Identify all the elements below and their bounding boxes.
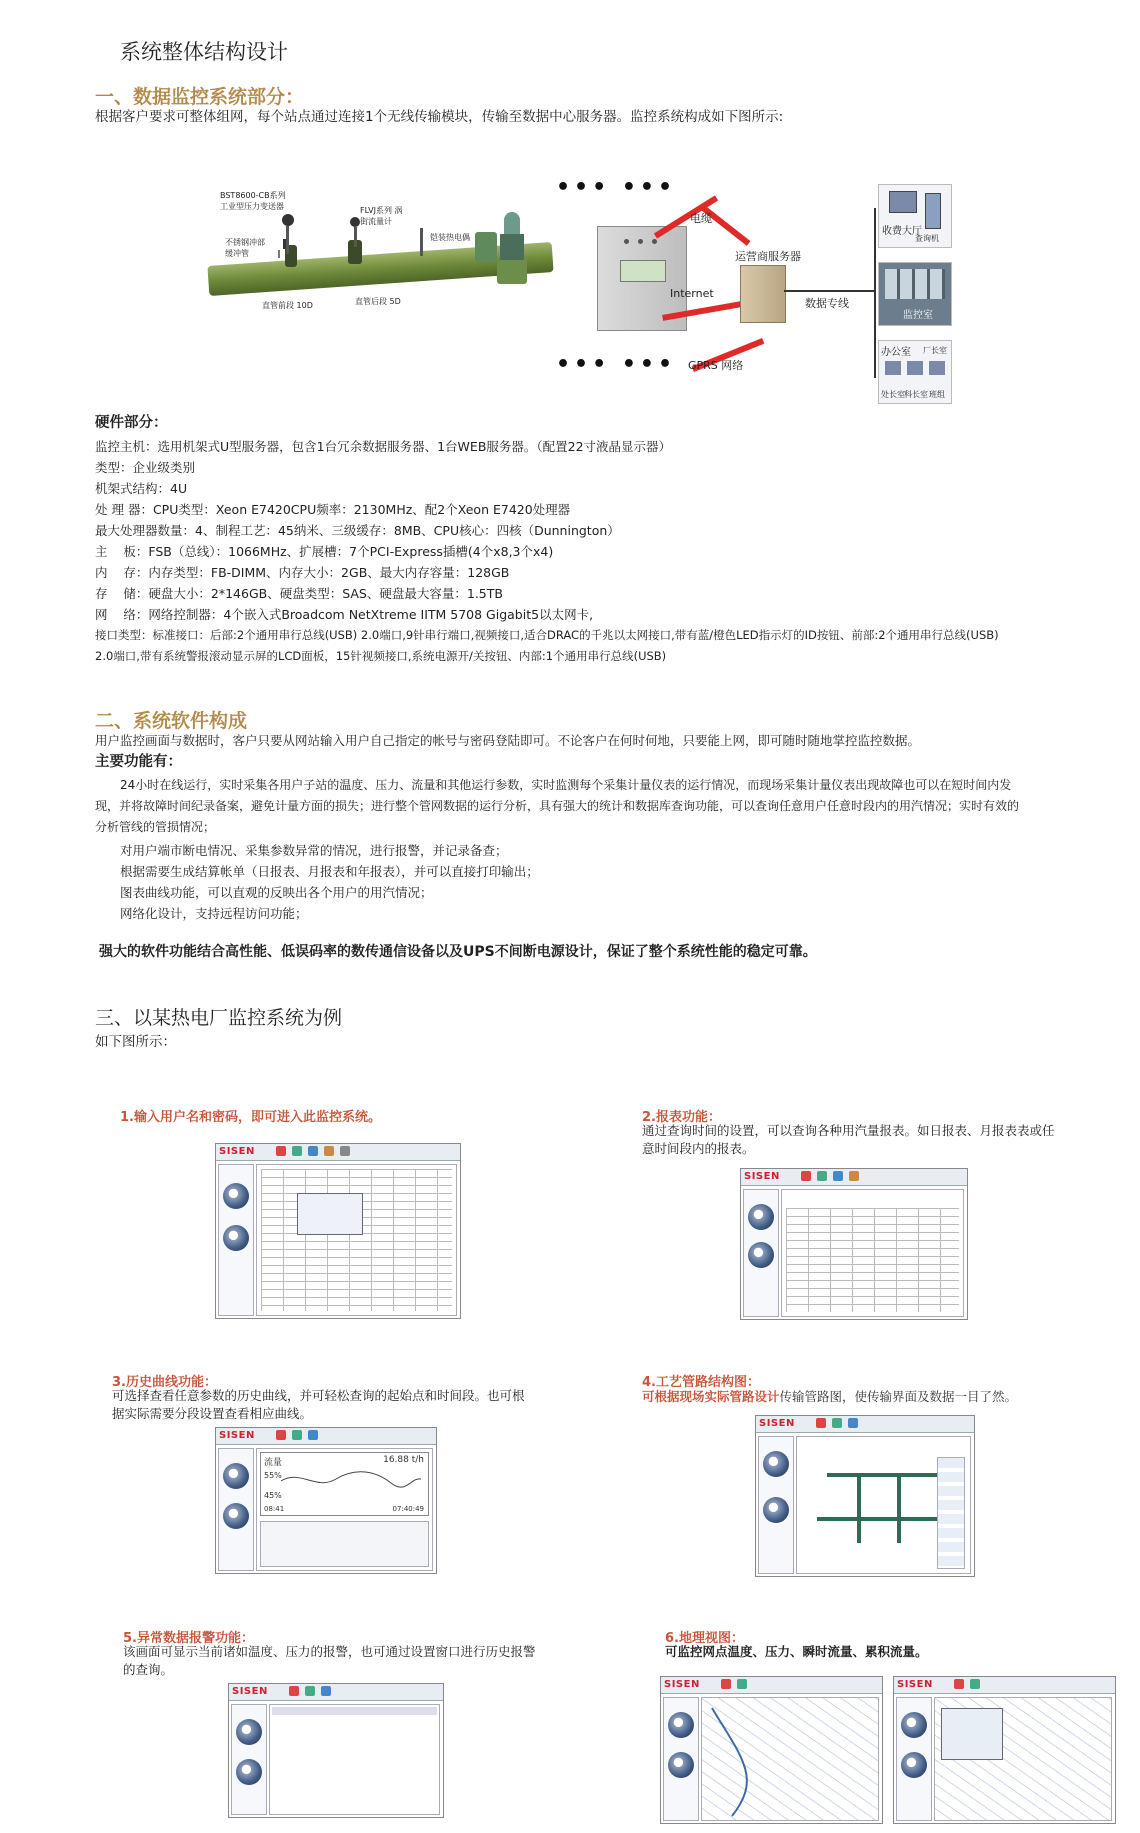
report-screenshot bbox=[740, 1168, 968, 1320]
office-box bbox=[878, 340, 952, 404]
hardware-line: 监控主机：选用机架式U型服务器，包含1台冗余数据服务器、1台WEB服务器。（配置22寸液晶显示器） bbox=[95, 439, 672, 454]
station-data-column bbox=[937, 1457, 965, 1569]
dedicated-line bbox=[784, 290, 874, 292]
hardware-line: 类型：企业级类别 bbox=[95, 460, 196, 475]
hall-box bbox=[878, 184, 952, 248]
logo: SISEN bbox=[219, 1430, 255, 1441]
feature1-title: 1.输入用户名和密码，即可进入此监控系统。 bbox=[120, 1110, 381, 1125]
hardware-line: 机架式结构：4U bbox=[95, 481, 188, 496]
section1-intro: 根据客户要求可整体组网，每个站点通过连接1个无线传输模块，传输至数据中心服务器。监控系统构成如下图所示: bbox=[95, 109, 784, 125]
feature2-desc-line2: 意时间段内的报表。 bbox=[642, 1141, 755, 1156]
dept3-label: 班组 bbox=[929, 390, 945, 399]
more-stations-top-icon: ••• ••• bbox=[556, 175, 677, 200]
sensor3-label: FLVJ系列 涡街流量计 bbox=[360, 206, 403, 226]
feature4-desc-highlight: 可根据现场实际管路设计 bbox=[642, 1389, 780, 1404]
functions-paragraph bbox=[95, 775, 1115, 838]
curve-label: 流量 bbox=[264, 1458, 283, 1468]
feature4-title: 4.工艺管路结构图： bbox=[642, 1375, 760, 1390]
pc-icon bbox=[907, 361, 923, 375]
hardware-list bbox=[95, 436, 1105, 667]
page-title: 系统整体结构设计 bbox=[120, 40, 288, 64]
para-line: 现，并将故障时间纪录备案，避免计量方面的损失；进行整个管网数据的运行分析，具有强大的统计和数据库查询功能，可以查询任意用户任意时段内的用汽情况；实时有效的 bbox=[95, 799, 1020, 813]
function-item: 对用户端市断电情况、采集参数异常的情况，进行报警，并记录备查； bbox=[120, 843, 508, 858]
functions-list bbox=[120, 840, 539, 924]
sensor1-label: BST8600-CB系列 工业型压力变送器 bbox=[220, 191, 286, 211]
pct-low: 45% bbox=[264, 1491, 282, 1500]
map-area[interactable] bbox=[934, 1697, 1112, 1821]
server-icon bbox=[740, 265, 786, 323]
hall-label: 收费大厅 bbox=[882, 226, 922, 237]
more-stations-bottom-icon: ••• ••• bbox=[556, 352, 677, 377]
section1-heading: 一、数据监控系统部分： bbox=[95, 86, 305, 108]
pipe-segment bbox=[897, 1473, 901, 1543]
pipeline-map-screenshot bbox=[755, 1415, 975, 1577]
sensor-pole-icon bbox=[286, 226, 289, 254]
feature5-desc-line2: 的查询。 bbox=[123, 1662, 174, 1677]
map-area[interactable] bbox=[701, 1697, 879, 1821]
logo: SISEN bbox=[664, 1679, 700, 1690]
line-label: 数据专线 bbox=[805, 297, 849, 310]
branch-line bbox=[874, 208, 876, 378]
pressure-transmitter-icon bbox=[282, 214, 294, 226]
function-item: 根据需要生成结算帐单（日报表、月报表和年报表），并可以直接打印输出； bbox=[120, 864, 539, 879]
login-dialog bbox=[297, 1193, 363, 1235]
dept1-label: 处长室 bbox=[881, 390, 905, 399]
function-item: 网络化设计，支持远程访问功能； bbox=[120, 906, 308, 921]
cable-label: 电缆 bbox=[690, 212, 712, 225]
hardware-line: 存 储：硬盘大小：2*146GB、硬盘类型：SAS、硬盘最大容量：1.5TB bbox=[95, 586, 503, 601]
section2-intro: 用户监控画面与数据时，客户只要从网站输入用户自己指定的帐号与密码登陆即可。不论客户在何时何地，只要能上网，即可随时随地掌控监控数据。 bbox=[95, 733, 921, 748]
section3-heading: 三、以某热电厂监控系统为例 bbox=[95, 1007, 343, 1029]
control-room-icon bbox=[885, 269, 945, 299]
sensor-pole-icon bbox=[354, 227, 357, 247]
history-curve-screenshot bbox=[215, 1427, 437, 1574]
feature4-desc-rest: 传输管路图，使传输界面及数据一目了然。 bbox=[779, 1389, 1018, 1404]
hardware-title: 硬件部分： bbox=[95, 415, 168, 431]
pipe-segment bbox=[857, 1473, 861, 1543]
login-screenshot bbox=[215, 1143, 461, 1319]
dispatch-label: 监控室 bbox=[903, 310, 933, 321]
feature6-title: 6.地理视图： bbox=[665, 1631, 744, 1646]
feature6-desc: 可监控网点温度、压力、瞬时流量、累积流量。 bbox=[665, 1644, 928, 1659]
query-label: 查询机 bbox=[915, 234, 939, 243]
feature2-desc-line1: 通过查询时间的设置，可以查询各种用汽量报表。如日报表、月报表表或任 bbox=[642, 1123, 1055, 1138]
office-label: 办公室 bbox=[881, 347, 911, 358]
logo: SISEN bbox=[232, 1686, 268, 1697]
flowmeter-icon bbox=[350, 217, 360, 227]
station-popup bbox=[941, 1708, 1003, 1760]
section3-intro: 如下图所示： bbox=[95, 1034, 176, 1050]
dept2-label: 科长室 bbox=[904, 390, 928, 399]
internet-label: Internet bbox=[670, 287, 714, 300]
curve-settings bbox=[260, 1521, 429, 1567]
sensor2-label: 不锈钢冲部 缓冲管 bbox=[225, 238, 265, 258]
logo: SISEN bbox=[897, 1679, 933, 1690]
feature3-desc-line1: 可选择查看任意参数的历史曲线，并可轻松查询的起始点和时间段。也可根 bbox=[112, 1388, 525, 1403]
time-start: 08:41 bbox=[264, 1505, 285, 1513]
pipe-segment bbox=[827, 1473, 947, 1477]
feature3-desc-line2: 据实际需要分段设置查看相应曲线。 bbox=[112, 1406, 313, 1421]
hardware-line: 最大处理器数量：4、制程工艺：45纳米、三级缓存：8MB、CPU核心：四核（Dunnington） bbox=[95, 523, 620, 538]
valve-actuator-icon bbox=[504, 212, 520, 234]
feature4-desc bbox=[642, 1387, 1017, 1405]
logo: SISEN bbox=[759, 1418, 795, 1429]
time-end: 07:40:49 bbox=[392, 1505, 424, 1513]
function-item: 图表曲线功能，可以直观的反映出各个用户的用汽情况； bbox=[120, 885, 433, 900]
factory-label: 厂长室 bbox=[923, 346, 947, 355]
kiosk-icon bbox=[925, 193, 941, 229]
server-label: 运营商服务器 bbox=[735, 250, 801, 263]
para-line: 24小时在线运行，实时采集各用户子站的温度、压力、流量和其他运行参数，实时监测每个采集计量仪表的运行情况，而现场采集计量仪表出现故障也可以在短时间内发 bbox=[120, 778, 1012, 792]
map-route bbox=[702, 1698, 877, 1818]
geo-map-screenshot-1 bbox=[660, 1676, 883, 1824]
summary-text: 强大的软件功能结合高性能、低误码率的数传通信设备以及UPS不间断电源设计，保证了整个系统性能的稳定可靠。 bbox=[99, 944, 817, 960]
functions-title: 主要功能有： bbox=[95, 754, 182, 770]
gprs-label: GPRS 网络 bbox=[688, 359, 744, 372]
feature3-title: 3.历史曲线功能： bbox=[112, 1375, 217, 1390]
monitor-icon bbox=[889, 191, 917, 213]
history-curve bbox=[281, 1469, 421, 1499]
hardware-line: 网 络：网络控制器：4个嵌入式Broadcom NetXtreme IITM 5708 Gigabit5以太网卡, bbox=[95, 607, 594, 622]
hardware-line: 2.0端口,带有系统警报滚动显示屏的LCD面板，15针视频接口,系统电源开/关按钮、内部:1个通用串行总线(USB) bbox=[95, 649, 667, 663]
feature2-title: 2.报表功能： bbox=[642, 1110, 721, 1125]
hardware-line: 处 理 器：CPU类型：Xeon E7420CPU频率：2130MHz、配2个Xeon E7420处理器 bbox=[95, 502, 571, 517]
logo: SISEN bbox=[219, 1146, 255, 1157]
pc-icon bbox=[885, 361, 901, 375]
feature5-desc-line1: 该画面可显示当前诸如温度、压力的报警，也可通过设置窗口进行历史报警 bbox=[123, 1644, 536, 1659]
valve-body-icon bbox=[497, 258, 527, 284]
sensor4-label: 铠装热电偶 bbox=[430, 233, 470, 242]
geo-map-screenshot-2 bbox=[893, 1676, 1116, 1824]
cabinet-screen bbox=[620, 260, 666, 282]
valve-icon bbox=[500, 234, 524, 260]
pct-high: 55% bbox=[264, 1471, 282, 1480]
curve-value: 16.88 t/h bbox=[383, 1455, 424, 1465]
pc-icon bbox=[929, 361, 945, 375]
para-line: 分析管线的管损情况； bbox=[95, 820, 216, 834]
sensor-stem-icon bbox=[278, 250, 280, 258]
alarm-screenshot bbox=[228, 1683, 444, 1818]
curve-panel bbox=[260, 1452, 429, 1516]
logo: SISEN bbox=[744, 1171, 780, 1182]
pipe1-label: 直管前段 10D bbox=[262, 301, 313, 310]
flange-icon bbox=[475, 232, 497, 262]
feature5-title: 5.异常数据报警功能： bbox=[123, 1631, 254, 1646]
pipe-segment bbox=[817, 1517, 947, 1521]
dispatch-box bbox=[878, 262, 952, 326]
hardware-line: 主 板：FSB（总线）：1066MHz、扩展槽：7个PCI-Express插槽(4个x8,3个x4) bbox=[95, 544, 554, 559]
pipe2-label: 直管后段 5D bbox=[355, 297, 401, 306]
hardware-line: 内 存：内存类型：FB-DIMM、内存大小：2GB、最大内存容量：128GB bbox=[95, 565, 510, 580]
thermocouple-icon bbox=[420, 228, 423, 256]
hardware-line: 接口类型：标准接口：后部:2个通用串行总线(USB) 2.0端口,9针串行端口,视频接口,适合DRAC的千兆以太网接口,带有蓝/橙色LED指示灯的ID按钮、前部:2个通用串行总线(USB) bbox=[95, 628, 999, 642]
section2-heading: 二、系统软件构成 bbox=[95, 710, 248, 732]
